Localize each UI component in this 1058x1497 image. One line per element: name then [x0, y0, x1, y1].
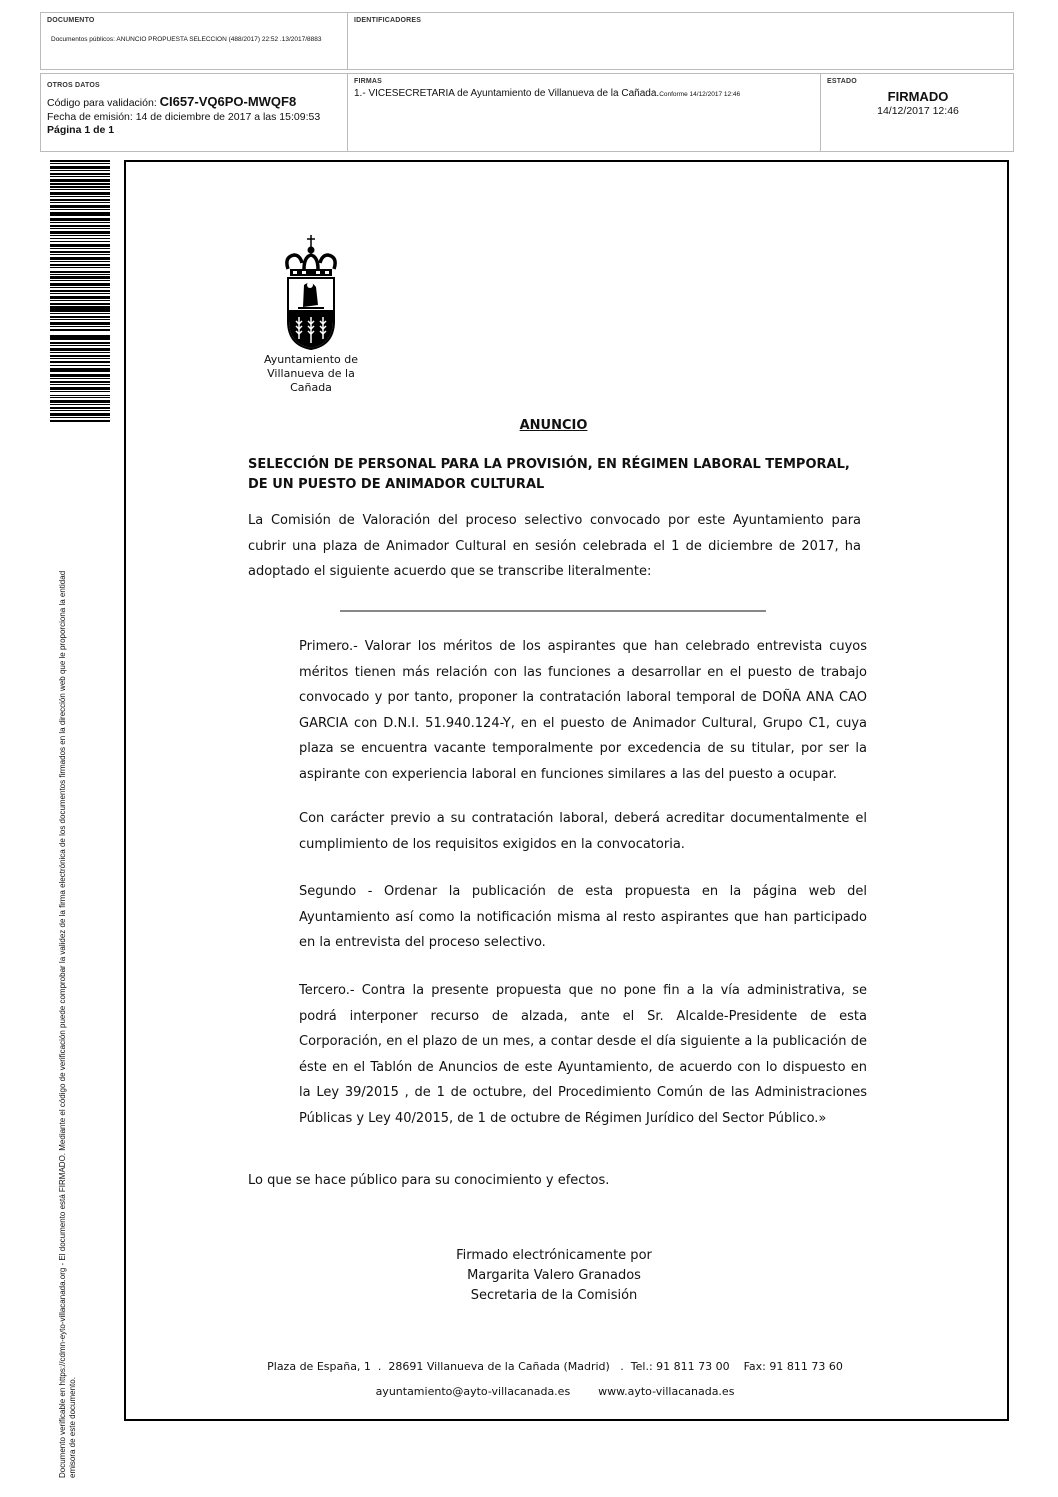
- documento-label: DOCUMENTO: [47, 17, 95, 24]
- document-frame: [124, 160, 1009, 1421]
- footer-address: Plaza de España, 1 . 28691 Villanueva de la Cañada (Madrid) . Tel.: 91 811 73 00 Fax: 91 811 73 60: [267, 1360, 843, 1373]
- signature-role: Secretaria de la Comisión: [470, 1288, 638, 1303]
- firma-entry: [354, 88, 740, 101]
- signature-block: [404, 1246, 704, 1306]
- barcode: [50, 160, 110, 422]
- paragraph-segundo: Segundo - Ordenar la publicación de esta propuesta en la página web del Ayuntamiento así como la notificación misma al resto aspirantes que han participado en la entrevista del proceso selectivo.: [299, 884, 867, 950]
- firma-entry-small: Conforme 14/12/2017 12:46: [659, 91, 741, 98]
- firma-entry-text: 1.- VICESECRETARIA de Ayuntamiento de Villanueva de la Cañada.: [354, 88, 660, 99]
- codigo-value: CI657-VQ6PO-MWQF8: [159, 94, 297, 109]
- estado-box: [820, 73, 1014, 152]
- separator-line: [340, 610, 766, 612]
- paragraph-requisitos: Con carácter previo a su contratación laboral, deberá acreditar documentalmente el cumplimiento de los requisitos exigidos en la convocatoria.: [299, 811, 867, 852]
- estado-date: 14/12/2017 12:46: [877, 105, 959, 117]
- identificadores-label: IDENTIFICADORES: [354, 17, 422, 24]
- closing-text: Lo que se hace público para su conocimiento y efectos.: [248, 1173, 610, 1188]
- pagina-info: Página 1 de 1: [47, 124, 115, 136]
- verification-side-text: [58, 438, 78, 1478]
- documento-box: [40, 12, 348, 70]
- otros-datos-box: [40, 73, 348, 152]
- signature-line1: Firmado electrónicamente por: [456, 1248, 652, 1263]
- fecha-emision: Fecha de emisión: 14 de diciembre de 2017 a las 15:09:53: [47, 111, 321, 123]
- estado-label: ESTADO: [827, 78, 857, 85]
- documento-value: Documentos públicos: ANUNCIO PROPUESTA SELECCION (488/2017) 22:52 .13/2017/8883: [51, 36, 322, 43]
- firmas-label: FIRMAS: [354, 78, 383, 85]
- coat-of-arms-logo: [276, 233, 346, 351]
- subject-heading: SELECCIÓN DE PERSONAL PARA LA PROVISIÓN, EN RÉGIMEN LABORAL TEMPORAL, DE UN PUESTO DE ANIMADOR CULTURAL: [248, 457, 850, 492]
- logo-line2: Villanueva de la Cañada: [267, 367, 355, 394]
- codigo-validacion: [47, 96, 296, 109]
- footer-contact: ayuntamiento@ayto-villacanada.es www.ayto-villacanada.es: [375, 1385, 735, 1398]
- otros-datos-label: OTROS DATOS: [47, 82, 100, 89]
- side-text-line1: Documento verificable en https://cdmn-eyto-villacanada.org - El documento está FIRMADO. Mediante el código de verificación puede comprobar la validez de la firma electrónica de los documentos firmados en la dirección web que le proporciona la entidad: [58, 570, 67, 1478]
- firmas-box: [347, 73, 821, 152]
- identificadores-box: [347, 12, 1014, 70]
- intro-paragraph: La Comisión de Valoración del proceso selectivo convocado por este Ayuntamiento para cubrir una plaza de Animador Cultural en sesión celebrada el 1 de diciembre de 2017, ha adoptado el siguiente acuerdo que se transcribe literalmente:: [248, 513, 861, 579]
- estado-value: FIRMADO: [887, 89, 949, 104]
- logo-caption: [246, 353, 376, 395]
- paragraph-primero: Primero.- Valorar los méritos de los aspirantes que han celebrado entrevista cuyos méritos tienen más relación con las funciones a desarrollar en el puesto de trabajo convocado y por tanto, proponer la contratación laboral temporal de DOÑA ANA CAO GARCIA con D.N.I. 51.940.124-Y, en el puesto de Animador Cultural, Grupo C1, cuya plaza se encuentra vacante temporalmente por excedencia de su titular, por ser la aspirante con experiencia laboral en funciones similares a las del puesto a ocupar.: [299, 639, 867, 782]
- page-title: ANUNCIO: [519, 418, 588, 433]
- codigo-label: Código para validación:: [47, 97, 157, 109]
- signature-name: Margarita Valero Granados: [467, 1268, 641, 1283]
- logo-line1: Ayuntamiento de: [263, 353, 359, 366]
- paragraph-tercero: Tercero.- Contra la presente propuesta que no pone fin a la vía administrativa, se podrá interponer recurso de alzada, ante el Sr. Alcalde-Presidente de esta Corporación, en el plazo de un mes, a contar desde el día siguiente a la publicación de éste en el Tablón de Anuncios de este Ayuntamiento, de acuerdo con lo dispuesto en la Ley 39/2015 , de 1 de octubre, del Procedimiento Común de las Administraciones Públicas y Ley 40/2015, de 1 de octubre de Régimen Jurídico del Sector Público.»: [299, 983, 867, 1126]
- side-text-line2: emisora de este documento.: [68, 1377, 77, 1478]
